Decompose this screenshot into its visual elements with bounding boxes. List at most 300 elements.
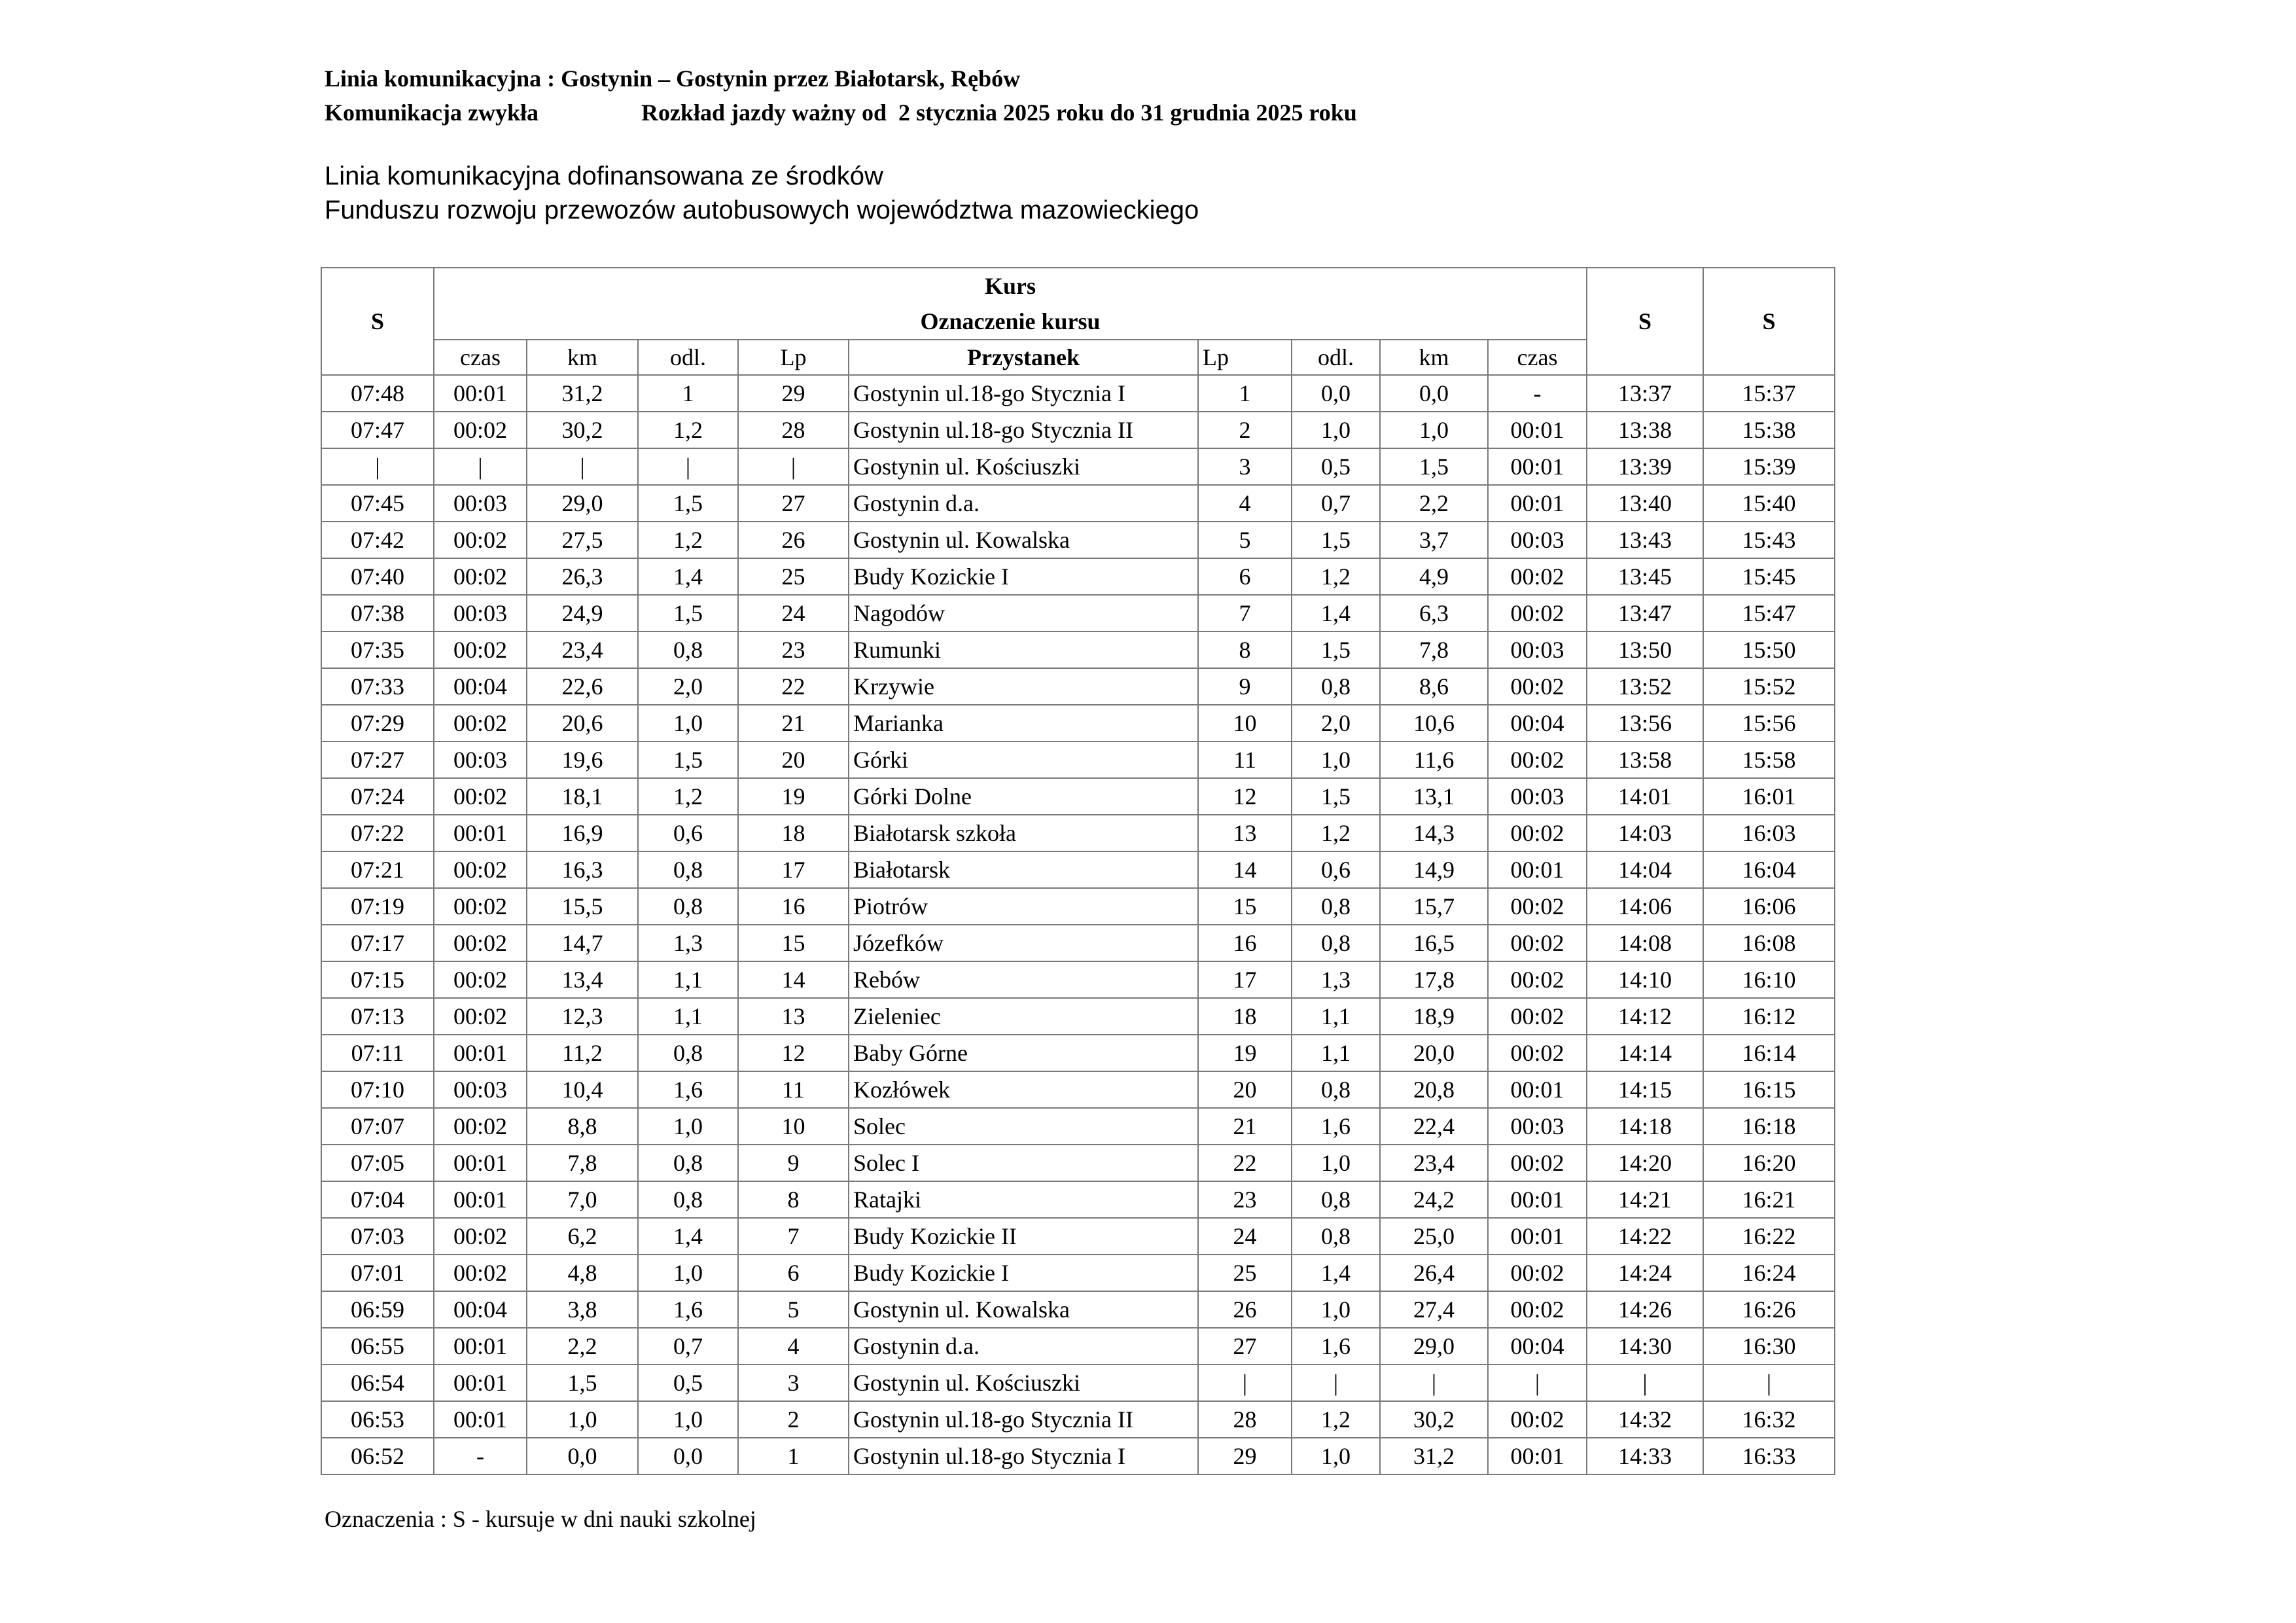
departure-time: 07:42 (321, 522, 434, 558)
travel-time: 00:02 (434, 778, 527, 815)
col-odl-return: odl. (1292, 340, 1380, 375)
stop-number-return: 5 (1198, 522, 1292, 558)
distance-return: 1,6 (1292, 1328, 1380, 1364)
departure-time: 07:01 (321, 1255, 434, 1291)
stop-name: Gostynin ul. Kowalska (849, 1291, 1198, 1328)
travel-time: 00:01 (434, 1181, 527, 1218)
distance: 0,5 (638, 1364, 738, 1401)
stop-number-return: 20 (1198, 1071, 1292, 1108)
departure-time: | (321, 448, 434, 485)
departure-s2: 15:50 (1703, 632, 1835, 668)
km-return: 14,9 (1380, 851, 1488, 888)
right-course-mark-1: S (1587, 268, 1703, 375)
distance: 1,4 (638, 1218, 738, 1255)
departure-s2: 16:14 (1703, 1035, 1835, 1071)
distance-return: 1,2 (1292, 815, 1380, 851)
distance-return: 1,0 (1292, 741, 1380, 778)
stop-name: Gostynin ul.18-go Stycznia I (849, 375, 1198, 412)
travel-time-return: 00:01 (1488, 1438, 1587, 1474)
stop-number-return: 19 (1198, 1035, 1292, 1071)
distance-return: 0,8 (1292, 925, 1380, 961)
departure-s2: 15:58 (1703, 741, 1835, 778)
km-return: 14,3 (1380, 815, 1488, 851)
km-return: 7,8 (1380, 632, 1488, 668)
departure-s2: 16:26 (1703, 1291, 1835, 1328)
table-row (321, 1071, 1835, 1108)
departure-s2: 15:45 (1703, 558, 1835, 595)
km-return: 20,8 (1380, 1071, 1488, 1108)
service-line (325, 98, 1357, 127)
travel-time-return: 00:03 (1488, 522, 1587, 558)
travel-time-return: 00:01 (1488, 448, 1587, 485)
km: 14,7 (527, 925, 638, 961)
travel-time-return: 00:02 (1488, 741, 1587, 778)
table-row (321, 448, 1835, 485)
stop-number-return: 9 (1198, 668, 1292, 705)
col-czas: czas (434, 340, 527, 375)
distance: | (638, 448, 738, 485)
km-return: 24,2 (1380, 1181, 1488, 1218)
km-return: 11,6 (1380, 741, 1488, 778)
stop-number: 18 (738, 815, 849, 851)
km: 16,3 (527, 851, 638, 888)
distance: 1,2 (638, 778, 738, 815)
timetable (321, 267, 1835, 1475)
departure-time: 07:17 (321, 925, 434, 961)
distance-return: 1,0 (1292, 1438, 1380, 1474)
distance-return: 0,5 (1292, 448, 1380, 485)
km-return: 25,0 (1380, 1218, 1488, 1255)
travel-time: 00:01 (434, 1401, 527, 1438)
departure-s2: 16:01 (1703, 778, 1835, 815)
stop-number-return: 13 (1198, 815, 1292, 851)
departure-time: 07:27 (321, 741, 434, 778)
distance: 0,6 (638, 815, 738, 851)
travel-time-return: 00:01 (1488, 1071, 1587, 1108)
travel-time-return: 00:02 (1488, 998, 1587, 1035)
stop-name: Józefków (849, 925, 1198, 961)
travel-time: 00:02 (434, 705, 527, 741)
travel-time-return: 00:03 (1488, 1108, 1587, 1145)
stop-name: Budy Kozickie II (849, 1218, 1198, 1255)
distance-return: 0,8 (1292, 888, 1380, 925)
km-return: 1,0 (1380, 412, 1488, 448)
table-row (321, 485, 1835, 522)
stop-number-return: 12 (1198, 778, 1292, 815)
stop-number: 3 (738, 1364, 849, 1401)
km: 27,5 (527, 522, 638, 558)
departure-s1: 13:43 (1587, 522, 1703, 558)
stop-number-return: 16 (1198, 925, 1292, 961)
departure-s2: 15:40 (1703, 485, 1835, 522)
distance: 1,4 (638, 558, 738, 595)
distance-return: 1,2 (1292, 558, 1380, 595)
stop-number-return: 18 (1198, 998, 1292, 1035)
travel-time-return: 00:01 (1488, 1181, 1587, 1218)
travel-time: 00:04 (434, 1291, 527, 1328)
km-return: 17,8 (1380, 961, 1488, 998)
travel-time: 00:02 (434, 961, 527, 998)
stop-number: 20 (738, 741, 849, 778)
departure-s1: 13:52 (1587, 668, 1703, 705)
stop-number-return: 21 (1198, 1108, 1292, 1145)
stop-number: 15 (738, 925, 849, 961)
travel-time-return: 00:02 (1488, 1255, 1587, 1291)
distance: 0,8 (638, 1035, 738, 1071)
travel-time: 00:02 (434, 558, 527, 595)
departure-s1: 13:38 (1587, 412, 1703, 448)
departure-s1: 13:40 (1587, 485, 1703, 522)
departure-s1: 13:47 (1587, 595, 1703, 632)
travel-time: 00:02 (434, 1108, 527, 1145)
km-return: 13,1 (1380, 778, 1488, 815)
departure-s1: 14:30 (1587, 1328, 1703, 1364)
departure-s1: 14:32 (1587, 1401, 1703, 1438)
travel-time-return: 00:03 (1488, 778, 1587, 815)
departure-time: 07:05 (321, 1145, 434, 1181)
km-return: 2,2 (1380, 485, 1488, 522)
stop-number-return: 8 (1198, 632, 1292, 668)
km: 4,8 (527, 1255, 638, 1291)
travel-time: 00:01 (434, 1035, 527, 1071)
stop-number: 14 (738, 961, 849, 998)
col-stop: Przystanek (849, 340, 1198, 375)
distance: 2,0 (638, 668, 738, 705)
distance-return: 0,8 (1292, 1218, 1380, 1255)
departure-time: 06:53 (321, 1401, 434, 1438)
table-row (321, 925, 1835, 961)
distance-return: 1,5 (1292, 778, 1380, 815)
course-label: Kurs (434, 268, 1587, 304)
departure-s1: 14:26 (1587, 1291, 1703, 1328)
departure-time: 06:52 (321, 1438, 434, 1474)
travel-time-return: 00:02 (1488, 925, 1587, 961)
departure-s1: 13:58 (1587, 741, 1703, 778)
distance: 0,8 (638, 851, 738, 888)
stop-number: 12 (738, 1035, 849, 1071)
stop-number-return: 10 (1198, 705, 1292, 741)
stop-number-return: 14 (1198, 851, 1292, 888)
col-km-return: km (1380, 340, 1488, 375)
distance: 1,5 (638, 485, 738, 522)
table-row (321, 375, 1835, 412)
stop-number-return: 15 (1198, 888, 1292, 925)
stop-number: 11 (738, 1071, 849, 1108)
distance: 1,5 (638, 741, 738, 778)
table-row (321, 1255, 1835, 1291)
travel-time-return: 00:01 (1488, 1218, 1587, 1255)
distance-return: 0,7 (1292, 485, 1380, 522)
stop-name: Rumunki (849, 632, 1198, 668)
stop-name: Marianka (849, 705, 1198, 741)
stop-number: 19 (738, 778, 849, 815)
stop-number: 22 (738, 668, 849, 705)
distance: 0,0 (638, 1438, 738, 1474)
stop-number: 27 (738, 485, 849, 522)
table-row (321, 815, 1835, 851)
departure-time: 06:55 (321, 1328, 434, 1364)
departure-time: 07:10 (321, 1071, 434, 1108)
km-return: 0,0 (1380, 375, 1488, 412)
distance-return: 0,8 (1292, 1071, 1380, 1108)
travel-time: 00:02 (434, 998, 527, 1035)
travel-time: 00:03 (434, 595, 527, 632)
km: 11,2 (527, 1035, 638, 1071)
travel-time-return: 00:03 (1488, 632, 1587, 668)
departure-s2: 16:08 (1703, 925, 1835, 961)
table-row (321, 558, 1835, 595)
table-row (321, 1401, 1835, 1438)
km: 23,4 (527, 632, 638, 668)
km-return: 16,5 (1380, 925, 1488, 961)
stop-number: 26 (738, 522, 849, 558)
travel-time: 00:01 (434, 375, 527, 412)
stop-name: Gostynin ul. Kościuszki (849, 1364, 1198, 1401)
table-row (321, 998, 1835, 1035)
stop-name: Górki Dolne (849, 778, 1198, 815)
departure-time: 06:54 (321, 1364, 434, 1401)
stop-name: Gostynin d.a. (849, 1328, 1198, 1364)
km: 3,8 (527, 1291, 638, 1328)
distance: 0,8 (638, 1181, 738, 1218)
stop-number: 10 (738, 1108, 849, 1145)
distance: 1,6 (638, 1291, 738, 1328)
table-row (321, 1181, 1835, 1218)
travel-time: 00:01 (434, 1364, 527, 1401)
stop-name: Gostynin ul. Kościuszki (849, 448, 1198, 485)
departure-s2: 15:39 (1703, 448, 1835, 485)
validity-period: Rozkład jazdy ważny od 2 stycznia 2025 roku do 31 grudnia 2025 roku (641, 99, 1357, 126)
departure-time: 07:47 (321, 412, 434, 448)
travel-time-return: 00:04 (1488, 705, 1587, 741)
travel-time-return: 00:02 (1488, 668, 1587, 705)
stop-name: Górki (849, 741, 1198, 778)
stop-number: 23 (738, 632, 849, 668)
travel-time: 00:02 (434, 888, 527, 925)
km-return: 3,7 (1380, 522, 1488, 558)
departure-s1: 14:08 (1587, 925, 1703, 961)
travel-time: 00:02 (434, 1255, 527, 1291)
stop-number: 24 (738, 595, 849, 632)
table-row (321, 1218, 1835, 1255)
km-return: 4,9 (1380, 558, 1488, 595)
stop-number-return: 25 (1198, 1255, 1292, 1291)
stop-name: Krzywie (849, 668, 1198, 705)
distance: 1,2 (638, 522, 738, 558)
departure-s1: 13:37 (1587, 375, 1703, 412)
stop-number-return: 11 (1198, 741, 1292, 778)
km: 24,9 (527, 595, 638, 632)
stop-number: 28 (738, 412, 849, 448)
distance-return: 0,6 (1292, 851, 1380, 888)
departure-s1: 13:45 (1587, 558, 1703, 595)
stop-number-return: 6 (1198, 558, 1292, 595)
stop-name: Nagodów (849, 595, 1198, 632)
departure-s1: 14:14 (1587, 1035, 1703, 1071)
km: 0,0 (527, 1438, 638, 1474)
departure-s1: 14:18 (1587, 1108, 1703, 1145)
departure-s2: 16:21 (1703, 1181, 1835, 1218)
departure-time: 07:45 (321, 485, 434, 522)
stop-name: Solec (849, 1108, 1198, 1145)
stop-name: Gostynin ul.18-go Stycznia I (849, 1438, 1198, 1474)
km-return: 29,0 (1380, 1328, 1488, 1364)
departure-time: 06:59 (321, 1291, 434, 1328)
travel-time: | (434, 448, 527, 485)
departure-s1: | (1587, 1364, 1703, 1401)
distance: 1,6 (638, 1071, 738, 1108)
stop-name: Piotrów (849, 888, 1198, 925)
km-return: 22,4 (1380, 1108, 1488, 1145)
course-marking-label: Oznaczenie kursu (434, 304, 1587, 340)
travel-time: 00:02 (434, 925, 527, 961)
distance: 1,3 (638, 925, 738, 961)
departure-s2: 16:04 (1703, 851, 1835, 888)
funding-line-1: Linia komunikacyjna dofinansowana ze środków (325, 162, 883, 190)
departure-s2: | (1703, 1364, 1835, 1401)
travel-time: 00:01 (434, 1145, 527, 1181)
stop-number: 6 (738, 1255, 849, 1291)
distance: 0,8 (638, 888, 738, 925)
departure-s2: 15:56 (1703, 705, 1835, 741)
distance-return: 1,4 (1292, 1255, 1380, 1291)
distance: 1,1 (638, 998, 738, 1035)
travel-time-return: 00:02 (1488, 1401, 1587, 1438)
stop-name: Solec I (849, 1145, 1198, 1181)
travel-time: 00:02 (434, 851, 527, 888)
km: 16,9 (527, 815, 638, 851)
timetable-body (321, 375, 1835, 1474)
departure-s2: 16:12 (1703, 998, 1835, 1035)
distance-return: 1,2 (1292, 1401, 1380, 1438)
departure-s1: 14:15 (1587, 1071, 1703, 1108)
stop-name: Gostynin d.a. (849, 485, 1198, 522)
km-return: 10,6 (1380, 705, 1488, 741)
stop-number: 7 (738, 1218, 849, 1255)
col-lp: Lp (738, 340, 849, 375)
table-row (321, 961, 1835, 998)
stop-name: Budy Kozickie I (849, 1255, 1198, 1291)
stop-name: Kozłówek (849, 1071, 1198, 1108)
travel-time: 00:02 (434, 412, 527, 448)
departure-s1: 13:50 (1587, 632, 1703, 668)
col-km: km (527, 340, 638, 375)
stop-number: 29 (738, 375, 849, 412)
travel-time-return: 00:01 (1488, 851, 1587, 888)
travel-time: 00:03 (434, 1071, 527, 1108)
departure-s1: 14:12 (1587, 998, 1703, 1035)
distance-return: 1,0 (1292, 412, 1380, 448)
table-row (321, 1328, 1835, 1364)
table-row (321, 851, 1835, 888)
travel-time-return: | (1488, 1364, 1587, 1401)
km: 12,3 (527, 998, 638, 1035)
departure-time: 07:04 (321, 1181, 434, 1218)
departure-s2: 15:38 (1703, 412, 1835, 448)
distance-return: 0,8 (1292, 1181, 1380, 1218)
travel-time: 00:02 (434, 1218, 527, 1255)
departure-s1: 14:03 (1587, 815, 1703, 851)
table-row (321, 668, 1835, 705)
distance: 1,0 (638, 1108, 738, 1145)
travel-time-return: - (1488, 375, 1587, 412)
travel-time: 00:02 (434, 522, 527, 558)
travel-time-return: 00:02 (1488, 558, 1587, 595)
travel-time-return: 00:02 (1488, 888, 1587, 925)
table-row (321, 778, 1835, 815)
departure-s2: 15:37 (1703, 375, 1835, 412)
distance-return: 1,0 (1292, 1145, 1380, 1181)
departure-s1: 14:24 (1587, 1255, 1703, 1291)
distance-return: | (1292, 1364, 1380, 1401)
stop-name: Budy Kozickie I (849, 558, 1198, 595)
departure-time: 07:40 (321, 558, 434, 595)
stop-name: Gostynin ul.18-go Stycznia II (849, 1401, 1198, 1438)
departure-s2: 15:47 (1703, 595, 1835, 632)
travel-time: 00:02 (434, 632, 527, 668)
km: 18,1 (527, 778, 638, 815)
stop-number-return: 22 (1198, 1145, 1292, 1181)
distance: 1,1 (638, 961, 738, 998)
km: 26,3 (527, 558, 638, 595)
stop-number: 1 (738, 1438, 849, 1474)
table-row (321, 1364, 1835, 1401)
service-type: Komunikacja zwykła (325, 99, 539, 126)
departure-time: 07:15 (321, 961, 434, 998)
travel-time-return: 00:02 (1488, 961, 1587, 998)
departure-time: 07:07 (321, 1108, 434, 1145)
departure-s2: 15:43 (1703, 522, 1835, 558)
km-return: 18,9 (1380, 998, 1488, 1035)
km: 15,5 (527, 888, 638, 925)
funding-line-2: Funduszu rozwoju przewozów autobusowych województwa mazowieckiego (325, 196, 1199, 224)
stop-number: 9 (738, 1145, 849, 1181)
stop-number: 4 (738, 1328, 849, 1364)
departure-s1: 14:10 (1587, 961, 1703, 998)
distance: 1 (638, 375, 738, 412)
stop-name: Rebów (849, 961, 1198, 998)
col-lp-return: Lp (1198, 340, 1292, 375)
table-row (321, 1438, 1835, 1474)
table-row (321, 705, 1835, 741)
stop-number: 17 (738, 851, 849, 888)
departure-s1: 14:04 (1587, 851, 1703, 888)
km: 7,0 (527, 1181, 638, 1218)
stop-number: 13 (738, 998, 849, 1035)
table-row (321, 741, 1835, 778)
km: | (527, 448, 638, 485)
km-return: 26,4 (1380, 1255, 1488, 1291)
km: 20,6 (527, 705, 638, 741)
km: 30,2 (527, 412, 638, 448)
km: 8,8 (527, 1108, 638, 1145)
stop-number-return: 17 (1198, 961, 1292, 998)
travel-time-return: 00:02 (1488, 1035, 1587, 1071)
stop-number: | (738, 448, 849, 485)
travel-time: - (434, 1438, 527, 1474)
departure-s2: 16:06 (1703, 888, 1835, 925)
km: 19,6 (527, 741, 638, 778)
col-odl: odl. (638, 340, 738, 375)
departure-s2: 16:15 (1703, 1071, 1835, 1108)
table-row (321, 595, 1835, 632)
distance: 1,5 (638, 595, 738, 632)
distance: 1,0 (638, 1401, 738, 1438)
travel-time: 00:03 (434, 741, 527, 778)
departure-s2: 16:30 (1703, 1328, 1835, 1364)
departure-s1: 14:22 (1587, 1218, 1703, 1255)
stop-number: 2 (738, 1401, 849, 1438)
